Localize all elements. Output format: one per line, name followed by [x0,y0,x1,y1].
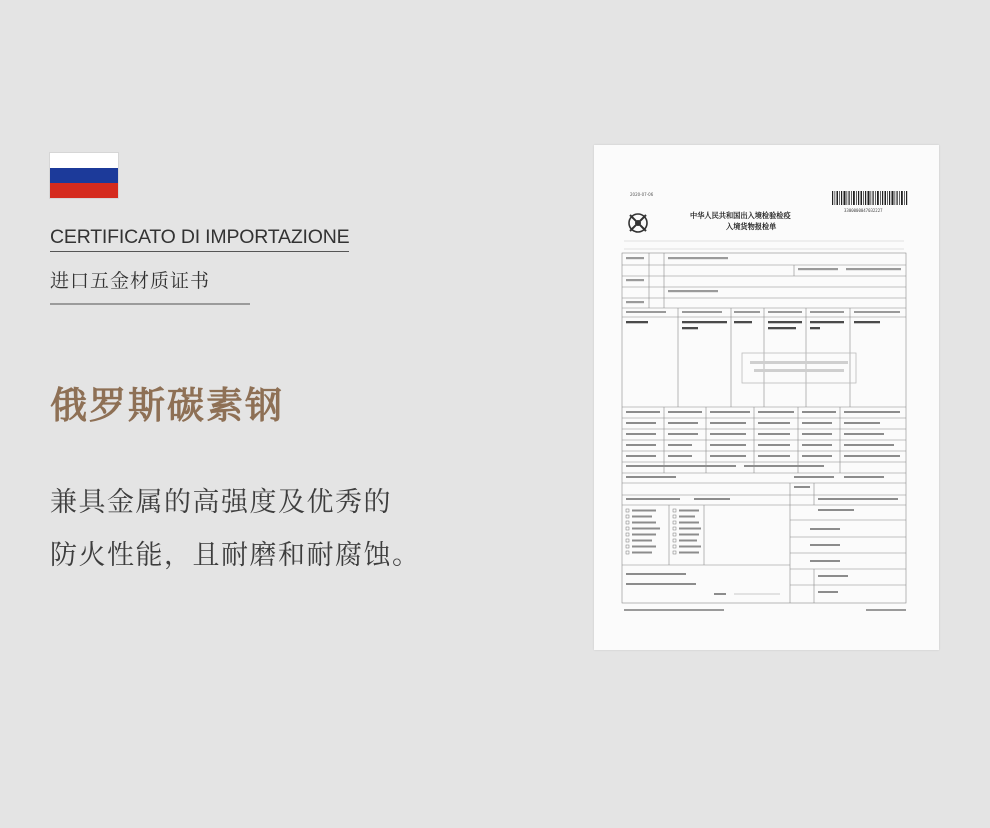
description [50,476,421,582]
barcode [832,191,907,205]
headline: 俄罗斯碳素钢 [50,384,284,427]
inspection-certificate-image [594,145,939,650]
inspection-emblem-icon [629,214,647,232]
flag-stripe-white [50,153,118,168]
doc-title-line-2: 入境货物报检单 [726,222,777,231]
doc-title-line-1: 中华人民共和国出入境检验检疫 [690,211,791,220]
flag-stripe-red [50,183,118,198]
certificate-subtitle: 进口五金材质证书 [50,270,211,292]
description-line-2: 防火性能，且耐磨和耐腐蚀。 [50,540,421,571]
flag-stripe-blue [50,168,118,183]
divider [50,303,250,305]
description-line-1: 兼具金属的高强度及优秀的 [50,487,392,518]
doc-date: 2020-07-06 [630,192,654,197]
barcode-number: 3300000047032227 [844,208,883,213]
certificate-title: CERTIFICATO DI IMPORTAZIONE [50,226,349,252]
russia-flag-icon [50,153,118,198]
